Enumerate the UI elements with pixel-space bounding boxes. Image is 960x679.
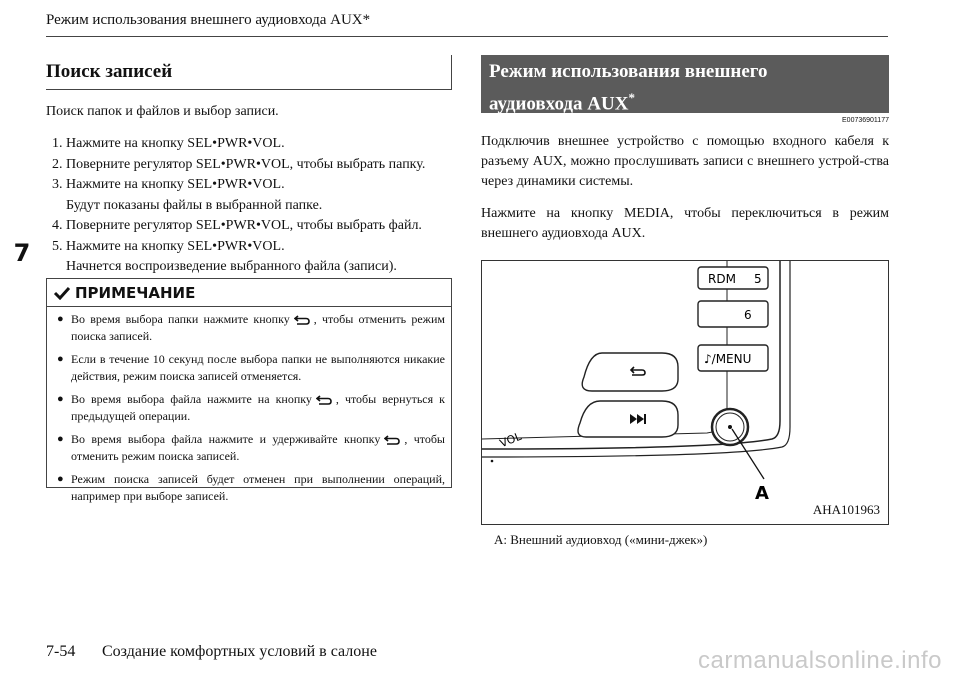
skip-forward-button[interactable] — [578, 401, 678, 437]
aux-figure — [481, 260, 889, 525]
step-item: 1. Нажмите на кнопку SEL•PWR•VOL. — [52, 136, 285, 151]
check-icon — [53, 286, 71, 300]
figure-code: AHA101963 — [812, 502, 880, 517]
note-item: ● Во время выбора файла нажмите и удерживайте кнопку , чтобы отменить режим поиска записей. — [57, 432, 445, 463]
vol-dot — [491, 460, 494, 463]
back-icon — [384, 434, 400, 446]
note-item: ● Во время выбора файла нажмите на кнопку , чтобы вернуться к предыдущей операции. — [57, 392, 445, 423]
doc-code: E00736901177 — [842, 117, 889, 124]
menu-label: ♪/MENU — [704, 352, 752, 366]
step-item: 5. Нажмите на кнопку SEL•PWR•VOL. Начнется воспроизведение выбранного файла (записи). — [52, 238, 397, 274]
chapter-tab: 7 — [0, 233, 44, 273]
back-button[interactable] — [582, 353, 678, 391]
aux-paragraph-2: Нажмите на кнопку MEDIA, чтобы переключиться в режим внешнего аудиовхода AUX. — [481, 206, 889, 241]
note-box — [46, 278, 452, 503]
step-item: 3. Нажмите на кнопку SEL•PWR•VOL. Будут показаны файлы в выбранной папке. — [52, 177, 323, 213]
left-column — [46, 55, 452, 278]
vol-label: VOL — [497, 429, 524, 451]
preset-6-button[interactable] — [698, 301, 768, 327]
preset-6-label: 6 — [744, 308, 752, 322]
note-item: ● Если в течение 10 секунд после выбора папки не выполняются никакие действия, режим поиска записей отменяется. — [57, 352, 445, 383]
note-item: ● Режим поиска записей будет отменен при выполнении операций, например при выборе записей. — [57, 472, 445, 503]
callout-line — [732, 429, 764, 479]
footer-section-title: Создание комфортных условий в салоне — [102, 643, 377, 660]
audio-panel-illustration — [482, 261, 889, 525]
step-item: 4. Поверните регулятор SEL•PWR•VOL, чтобы выбрать файл. — [52, 218, 422, 233]
right-column — [481, 55, 889, 244]
figure-caption: A: Внешний аудиовход («мини-джек») — [494, 532, 708, 547]
back-icon — [316, 394, 332, 406]
note-list — [47, 307, 451, 505]
page-number: 7-54 — [46, 643, 76, 660]
note-heading: ПРИМЕЧАНИЕ — [47, 279, 451, 307]
steps-list — [46, 134, 452, 278]
step-item: 2. Поверните регулятор SEL•PWR•VOL, чтобы выбрать папку. — [52, 156, 426, 172]
aux-paragraph-1: Подключив внешнее устройство с помощью входного кабеля к разъему AUX, можно прослушивать записи с внешнего устрой-ства через динамики системы. — [481, 134, 889, 189]
aux-jack-pin — [728, 425, 732, 429]
rdm-number: 5 — [754, 272, 762, 286]
header-title: Режим использования внешнего аудиовхода AUX* — [46, 12, 371, 28]
watermark: carmanualsonline.info — [698, 647, 942, 674]
header-rule — [46, 36, 888, 37]
back-icon — [294, 314, 310, 326]
note-item: ● Во время выбора папки нажмите кнопку , чтобы отменить режим поиска записей. — [57, 312, 445, 343]
rdm-label: RDM — [708, 272, 736, 286]
callout-label: A — [755, 483, 769, 504]
section-title-aux: Режим использования внешнего аудиовхода AUX* — [481, 55, 889, 113]
intro-text: Поиск папок и файлов и выбор записи. — [46, 104, 279, 119]
section-title-search: Поиск записей — [46, 55, 452, 90]
